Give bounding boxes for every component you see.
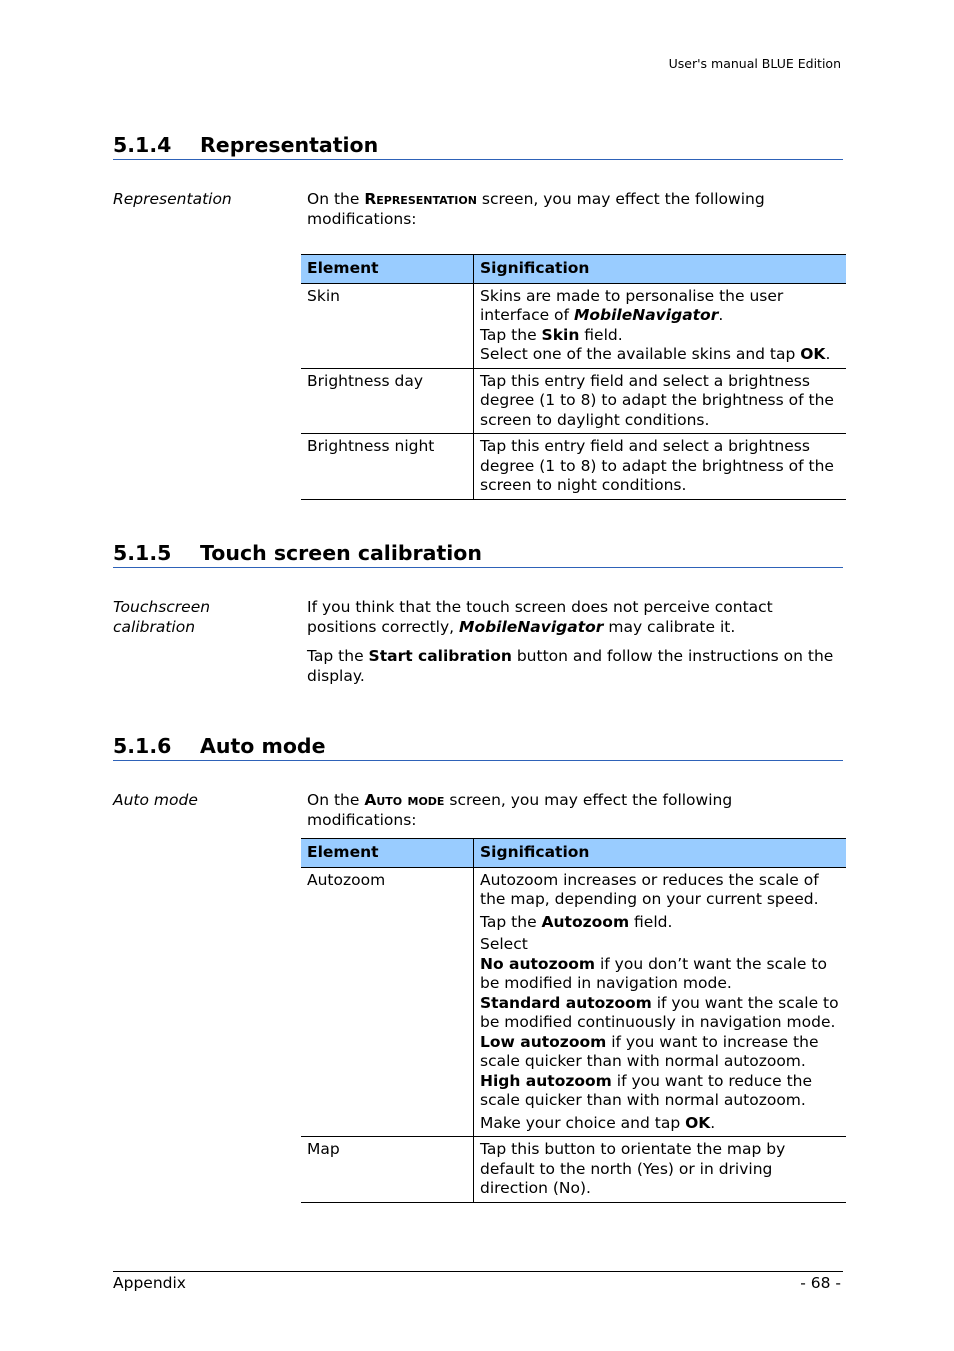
column-header: Element bbox=[301, 839, 474, 868]
page-number: - 68 - bbox=[800, 1274, 841, 1292]
margin-label: Auto mode bbox=[113, 791, 198, 809]
representation-table bbox=[301, 254, 846, 500]
calibration-text bbox=[307, 598, 837, 686]
footer-rule bbox=[113, 1271, 843, 1272]
section-number: 5.1.4 bbox=[113, 133, 172, 157]
intro-paragraph: On the Representation screen, you may effect the following modifications: bbox=[307, 190, 765, 228]
element-cell: Skin bbox=[301, 283, 474, 368]
element-cell: Autozoom bbox=[301, 867, 474, 1137]
section-title: Representation bbox=[200, 133, 379, 157]
signification-cell: Autozoom increases or reduces the scale of the map, depending on your current speed. Tap the Autozoom field. Select No autozoom if you don’t want the scale to be modified in navigation mode. Standard autozoom if you want the scale to be modified continuously in navigation mode. Low autozoom if you want to increase the scale quicker than with normal autozoom. High autozoom if you want to reduce the scale quicker than with normal autozoom. Make your choice and tap OK. bbox=[474, 867, 847, 1137]
signification-cell: Tap this entry field and select a brightness degree (1 to 8) to adapt the brightness of the screen to night conditions. bbox=[474, 434, 847, 500]
signification-cell: Tap this button to orientate the map by default to the north (Yes) or in driving direction (No). bbox=[474, 1137, 847, 1203]
signification-cell: Tap this entry field and select a brightness degree (1 to 8) to adapt the brightness of the screen to daylight conditions. bbox=[474, 368, 847, 434]
running-header: User's manual BLUE Edition bbox=[668, 56, 841, 71]
table-row bbox=[301, 434, 846, 500]
column-header: Signification bbox=[474, 839, 847, 868]
section-heading-touch-screen-calibration bbox=[113, 541, 843, 568]
signification-cell: Skins are made to personalise the user interface of MobileNavigator. Tap the Skin field. Select one of the available skins and tap OK. bbox=[474, 283, 847, 368]
auto-mode-table bbox=[301, 838, 846, 1203]
table-row bbox=[301, 368, 846, 434]
margin-label: Touchscreen calibration bbox=[113, 598, 211, 636]
table-row bbox=[301, 283, 846, 368]
element-cell: Brightness night bbox=[301, 434, 474, 500]
table-header-row bbox=[301, 839, 846, 868]
section-title: Auto mode bbox=[200, 734, 326, 758]
section-heading-auto-mode bbox=[113, 734, 843, 761]
section-number: 5.1.6 bbox=[113, 734, 172, 758]
margin-label: Representation bbox=[113, 190, 232, 208]
column-header: Element bbox=[301, 255, 474, 284]
column-header: Signification bbox=[474, 255, 847, 284]
section-number: 5.1.5 bbox=[113, 541, 172, 565]
paragraph: Tap the Start calibration button and follow the instructions on the display. bbox=[307, 647, 834, 685]
paragraph: If you think that the touch screen does not perceive contact positions correctly, MobileNavigator may calibrate it. bbox=[307, 598, 773, 636]
intro-paragraph: On the Auto mode screen, you may effect the following modifications: bbox=[307, 791, 733, 829]
table-header-row bbox=[301, 255, 846, 284]
footer-section: Appendix bbox=[113, 1274, 186, 1292]
table-row bbox=[301, 1137, 846, 1203]
section-heading-representation bbox=[113, 133, 843, 160]
element-cell: Brightness day bbox=[301, 368, 474, 434]
table-row bbox=[301, 867, 846, 1137]
section-title: Touch screen calibration bbox=[200, 541, 482, 565]
element-cell: Map bbox=[301, 1137, 474, 1203]
